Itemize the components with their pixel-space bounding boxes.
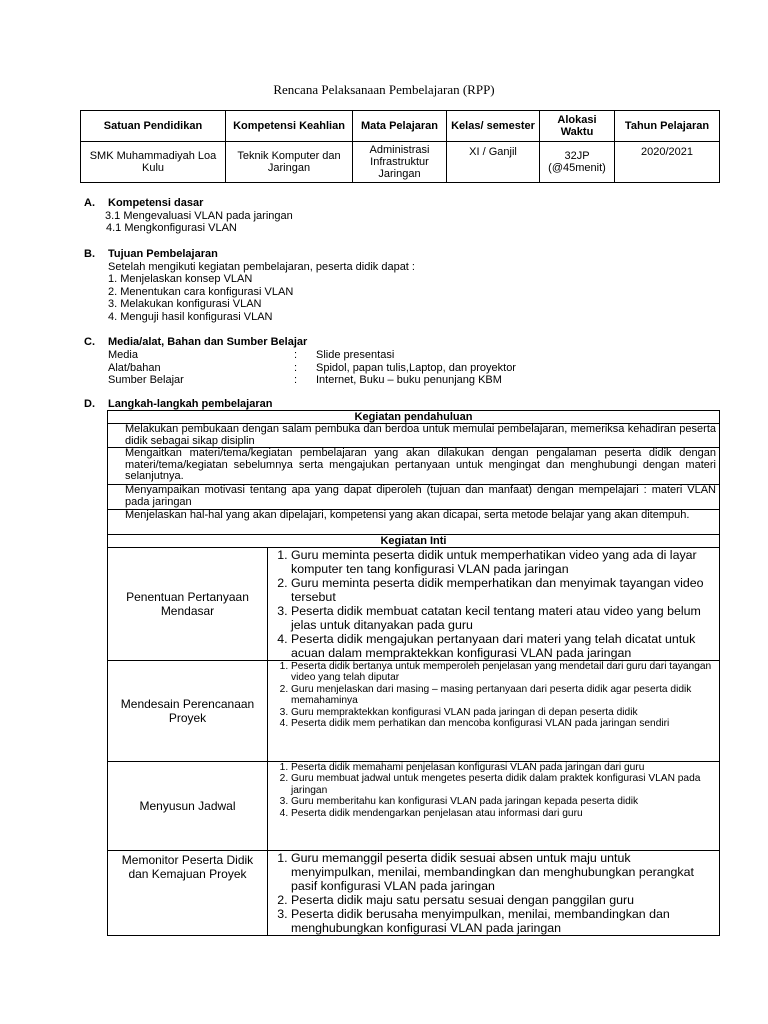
section-heading-text: Kompetensi dasar — [108, 197, 204, 209]
info-table-value-row — [81, 142, 720, 183]
list-item: 2. Menentukan cara konfigurasi VLAN — [108, 285, 294, 298]
value-mata-pelajaran: Administrasi Infrastruktur Jaringan — [353, 142, 447, 183]
header-alokasi-waktu: Alokasi Waktu — [540, 111, 615, 142]
section-letter: D. — [84, 398, 95, 410]
media-value: Slide presentasi — [316, 349, 395, 361]
list-item: 1. Guru memanggil peserta didik sesuai absen untuk maju untuk menyimpulkan, menilai, membandingkan dan menghubungkan perangkat pasif konfigurasi VLAN pada jaringan — [291, 851, 716, 893]
info-table-header-row — [81, 111, 720, 142]
media-row — [108, 349, 516, 362]
table-row — [108, 485, 720, 510]
section-heading — [84, 197, 293, 210]
phase-name: Penentuan Pertanyaan Mendasar — [108, 548, 268, 661]
table-row — [108, 448, 720, 485]
list-item: 3. Peserta didik berusaha menyimpulkan, menilai, membandingkan dan menghubungkan konfigurasi VLAN pada jaringan — [291, 907, 716, 935]
phase-steps-list — [271, 548, 716, 660]
media-colon: : — [294, 374, 298, 387]
section-heading-text: Tujuan Pembelajaran — [108, 248, 218, 260]
kegiatan-pendahuluan-title: Kegiatan pendahuluan — [108, 411, 720, 424]
pendahuluan-step: Menyampaikan motivasi tentang apa yang dapat diperoleh (tujuan dan manfaat) dengan mempelajari : materi VLAN pada jaringan — [108, 485, 720, 510]
info-table — [80, 110, 720, 183]
section-heading — [84, 248, 415, 261]
list-item: 2. Guru membuat jadwal untuk mengetes peserta didik dalam praktek konfigurasi VLAN pada jaringan — [291, 773, 716, 796]
list-item: 2. Guru menjelaskan dari masing – masing pertanyaan dari peserta didik agar peserta didik memahaminya — [291, 684, 716, 707]
table-band-row — [108, 411, 720, 424]
section-heading-text: Langkah-langkah pembelajaran — [108, 398, 273, 410]
table-band-row — [108, 535, 720, 548]
section-heading — [84, 398, 272, 411]
phase-steps-list — [271, 762, 716, 819]
phase-steps-cell — [268, 548, 720, 661]
list-item: 3. Peserta didik membuat catatan kecil tentang materi atau video yang belum jelas untuk ditanyakan pada guru — [291, 604, 716, 632]
section-heading-text: Media/alat, Bahan dan Sumber Belajar — [108, 336, 308, 348]
list-item: 4. Peserta didik mem perhatikan dan mencoba konfigurasi VLAN pada jaringan sendiri — [291, 718, 716, 729]
media-colon: : — [294, 361, 298, 374]
media-key: Alat/bahan — [108, 361, 161, 374]
pendahuluan-step: Mengaitkan materi/tema/kegiatan pembelajaran yang akan dilakukan dengan pengalaman peserta didik dengan materi/tema/kegiatan sebelumnya serta mengajukan pertanyaan untuk mengingat dan menghubungi dengan materi selanjutnya. — [108, 448, 720, 485]
list-item: 3. Melakukan konfigurasi VLAN — [108, 298, 262, 311]
section-heading — [84, 336, 307, 349]
pendahuluan-step: Menjelaskan hal-hal yang akan dipelajari, kompetensi yang akan dicapai, serta metode belajar yang akan ditempuh. — [108, 510, 720, 535]
value-alokasi-waktu: 32JP (@45menit) — [540, 142, 615, 183]
list-item: 4. Peserta didik mendengarkan penjelasan atau informasi dari guru — [291, 808, 716, 819]
value-kelas-semester: XI / Ganjil — [447, 142, 540, 183]
media-row — [108, 374, 516, 387]
list-item: 2. Peserta didik maju satu persatu sesuai dengan panggilan guru — [291, 893, 716, 907]
table-row — [108, 510, 720, 535]
kegiatan-inti-title: Kegiatan Inti — [108, 535, 720, 548]
list-item: 3. Guru mempraktekkan konfigurasi VLAN pada jaringan di depan peserta didik — [291, 707, 716, 718]
media-value: Spidol, papan tulis,Laptop, dan proyektor — [316, 361, 516, 374]
header-tahun-pelajaran: Tahun Pelajaran — [615, 111, 720, 142]
list-item: 1. Guru meminta peserta didik untuk memperhatikan video yang ada di layar komputer ten tang konfigurasi VLAN pada jaringan — [291, 548, 716, 576]
media-key: Sumber Belajar — [108, 374, 184, 387]
steps-table — [107, 410, 720, 936]
section-letter: A. — [84, 197, 95, 209]
list-item: 4. Menguji hasil konfigurasi VLAN — [108, 310, 273, 323]
value-satuan-pendidikan: SMK Muhammadiyah Loa Kulu — [81, 142, 226, 183]
media-colon: : — [294, 349, 298, 361]
pendahuluan-step: Melakukan pembukaan dengan salam pembuka dan berdoa untuk memulai pembelajaran, memeriksa kehadiran peserta didik sebagai sikap disiplin — [108, 424, 720, 448]
phase-steps-cell — [268, 851, 720, 936]
value-kompetensi-keahlian: Teknik Komputer dan Jaringan — [226, 142, 353, 183]
list-item: 3.1 Mengevaluasi VLAN pada jaringan — [105, 209, 293, 222]
phase-steps-list — [271, 851, 716, 935]
list-item: 2. Guru meminta peserta didik memperhatikan dan menyimak tayangan video tersebut — [291, 576, 716, 604]
section-letter: C. — [84, 336, 95, 348]
header-mata-pelajaran: Mata Pelajaran — [353, 111, 447, 142]
header-kompetensi-keahlian: Kompetensi Keahlian — [226, 111, 353, 142]
media-key: Media — [108, 349, 138, 361]
section-letter: B. — [84, 248, 95, 260]
document-title: Rencana Pelaksanaan Pembelajaran (RPP) — [273, 82, 495, 97]
table-row — [108, 424, 720, 448]
section-tujuan-pembelajaran — [84, 248, 415, 324]
list-item: 1. Menjelaskan konsep VLAN — [108, 273, 253, 286]
table-row — [108, 851, 720, 936]
list-item: 1. Peserta didik memahami penjelasan konfigurasi VLAN pada jaringan dari guru — [291, 762, 716, 773]
phase-steps-cell — [268, 661, 720, 762]
list-item: 4.1 Mengkonfigurasi VLAN — [106, 222, 237, 235]
phase-name: Memonitor Peserta Didik dan Kemajuan Proyek — [108, 851, 268, 936]
header-satuan-pendidikan: Satuan Pendidikan — [81, 111, 226, 142]
media-row — [108, 362, 516, 375]
list-item: 1. Peserta didik bertanya untuk memperoleh penjelasan yang mendetail dari guru dari tayangan video yang telah diputar — [291, 661, 716, 684]
media-list — [108, 349, 516, 387]
section-langkah-heading — [84, 398, 272, 411]
list-item: 3. Guru memberitahu kan konfigurasi VLAN pada jaringan kepada peserta didik — [291, 796, 716, 807]
phase-steps-list — [271, 661, 716, 729]
section-intro: Setelah mengikuti kegiatan pembelajaran, peserta didik dapat : — [108, 260, 415, 273]
value-tahun-pelajaran: 2020/2021 — [615, 142, 720, 183]
phase-steps-cell — [268, 762, 720, 851]
list-item: 4. Peserta didik mengajukan pertanyaan dari materi yang telah dicatat untuk acuan dalam mempraktekkan konfigurasi VLAN pada jaringan — [291, 632, 716, 660]
table-row — [108, 661, 720, 762]
table-row — [108, 548, 720, 661]
phase-name: Mendesain Perencanaan Proyek — [108, 661, 268, 762]
table-row — [108, 762, 720, 851]
media-value: Internet, Buku – buku penunjang KBM — [316, 374, 502, 387]
section-kompetensi-dasar — [84, 197, 293, 235]
header-kelas-semester: Kelas/ semester — [447, 111, 540, 142]
section-media-heading — [84, 336, 307, 349]
phase-name: Menyusun Jadwal — [108, 762, 268, 851]
